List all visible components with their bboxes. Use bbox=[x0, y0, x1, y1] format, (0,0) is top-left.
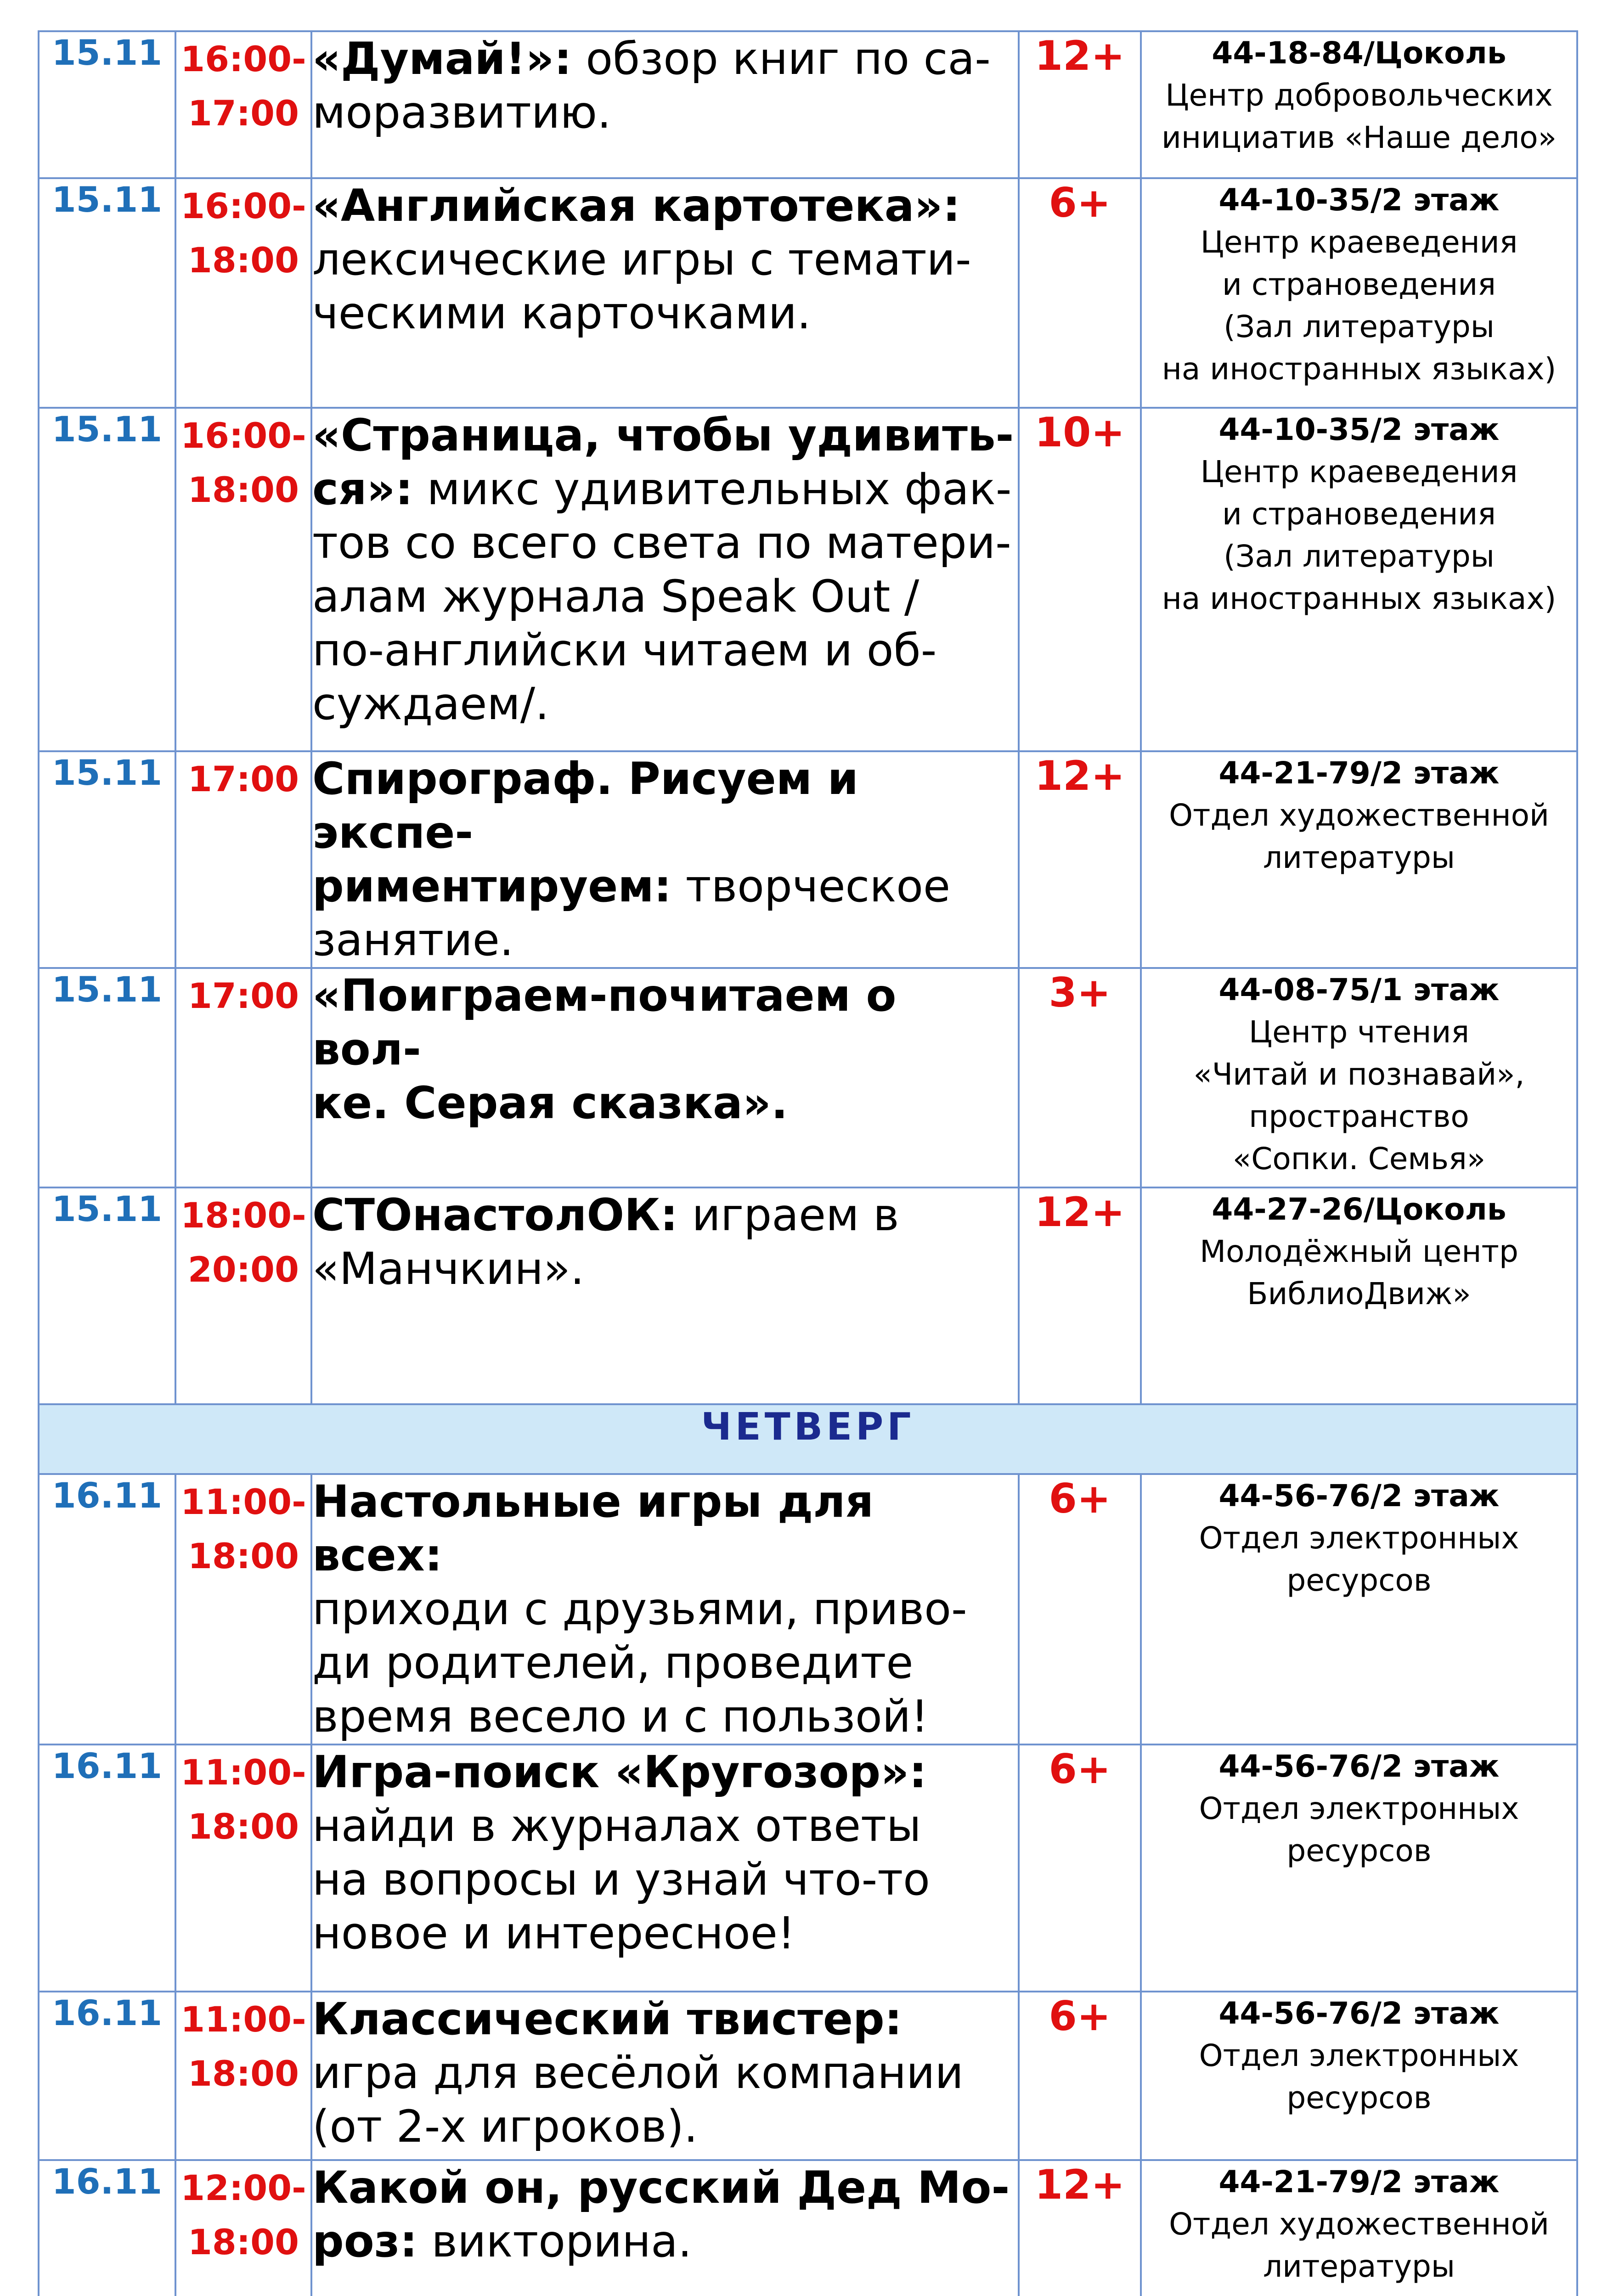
event-description bbox=[311, 751, 1019, 968]
event-time bbox=[175, 968, 311, 1187]
time-line: 11:00- bbox=[181, 1481, 306, 1522]
event-time bbox=[175, 408, 311, 751]
event-row bbox=[39, 2160, 1577, 2296]
event-date: 15.11 bbox=[39, 31, 175, 178]
age-rating: 12+ bbox=[1019, 31, 1141, 178]
location-line: Молодёжный центр bbox=[1200, 1234, 1518, 1269]
event-row bbox=[39, 1474, 1577, 1745]
event-location bbox=[1141, 31, 1577, 178]
description-line bbox=[312, 1475, 1018, 1582]
location-phone: 44-21-79/2 этаж bbox=[1218, 2164, 1500, 2200]
event-description bbox=[311, 2160, 1019, 2296]
event-date: 16.11 bbox=[39, 1474, 175, 1745]
location-line: ресурсов bbox=[1286, 1563, 1432, 1598]
location-line: (Зал литературы bbox=[1224, 539, 1495, 574]
description-line bbox=[312, 516, 1018, 570]
location-line: ресурсов bbox=[1286, 1833, 1432, 1868]
event-location bbox=[1141, 1745, 1577, 1992]
location-line: Отдел электронных bbox=[1199, 2038, 1519, 2073]
description-text: на вопросы и узнай что-то bbox=[312, 1854, 930, 1905]
time-line: 18:00 bbox=[188, 2222, 299, 2262]
location-line: инициатив «Наше дело» bbox=[1161, 120, 1557, 155]
time-line: 16:00- bbox=[181, 39, 306, 79]
description-text: микс удивительных фак- bbox=[412, 463, 1012, 515]
description-line bbox=[312, 1745, 1018, 1799]
description-text: время весело и с пользой! bbox=[312, 1691, 929, 1742]
event-description bbox=[311, 31, 1019, 178]
time-line: 17:00 bbox=[188, 93, 299, 134]
event-location bbox=[1141, 1992, 1577, 2160]
description-line bbox=[312, 462, 1018, 516]
event-time bbox=[175, 1187, 311, 1404]
description-text: (от 2-х игроков). bbox=[312, 2101, 698, 2152]
location-line: и страноведения bbox=[1222, 496, 1496, 532]
description-text: лексические игры с темати- bbox=[312, 234, 971, 285]
age-rating: 10+ bbox=[1019, 408, 1141, 751]
location-phone: 44-56-76/2 этаж bbox=[1218, 1478, 1500, 1514]
time-line: 18:00 bbox=[188, 2053, 299, 2094]
description-line bbox=[312, 409, 1018, 462]
description-line bbox=[312, 233, 1018, 287]
event-description bbox=[311, 1474, 1019, 1745]
description-line bbox=[312, 2100, 1018, 2154]
event-row bbox=[39, 178, 1577, 408]
location-line: на иностранных языках) bbox=[1162, 351, 1557, 387]
age-rating: 6+ bbox=[1019, 1992, 1141, 2160]
time-line: 16:00- bbox=[181, 415, 306, 456]
event-row bbox=[39, 751, 1577, 968]
description-line bbox=[312, 860, 1018, 913]
event-row bbox=[39, 31, 1577, 178]
age-rating: 3+ bbox=[1019, 968, 1141, 1187]
description-text: викторина. bbox=[417, 2216, 692, 2267]
schedule-table bbox=[38, 30, 1578, 2296]
description-text: приходи с друзьями, приво- bbox=[312, 1583, 967, 1635]
location-phone: 44-10-35/2 этаж bbox=[1218, 182, 1500, 218]
location-phone: 44-08-75/1 этаж bbox=[1218, 972, 1500, 1007]
location-line: БиблиоДвиж» bbox=[1247, 1276, 1471, 1311]
description-line bbox=[312, 1636, 1018, 1690]
event-row bbox=[39, 408, 1577, 751]
description-line bbox=[312, 969, 1018, 1076]
time-line: 18:00 bbox=[188, 469, 299, 510]
description-bold: СТОнастолОК: bbox=[312, 1189, 678, 1241]
description-text: суждаем/. bbox=[312, 678, 549, 730]
description-line bbox=[312, 677, 1018, 731]
time-line: 17:00 bbox=[188, 975, 299, 1016]
location-line: Центр краеведения bbox=[1200, 454, 1518, 490]
description-line bbox=[312, 1582, 1018, 1636]
description-line bbox=[312, 2215, 1018, 2268]
location-line: «Читай и познавай», bbox=[1193, 1057, 1525, 1092]
description-bold: Какой он, русский Дед Мо- bbox=[312, 2162, 1010, 2213]
description-bold: ке. Серая сказка». bbox=[312, 1077, 788, 1129]
location-phone: 44-27-26/Цоколь bbox=[1212, 1192, 1506, 1227]
event-date: 15.11 bbox=[39, 751, 175, 968]
time-line: 18:00- bbox=[181, 1195, 306, 1236]
location-line: Отдел художественной bbox=[1169, 798, 1549, 833]
location-phone: 44-10-35/2 этаж bbox=[1218, 412, 1500, 447]
event-description bbox=[311, 1745, 1019, 1992]
location-line: Центр краеведения bbox=[1200, 225, 1518, 260]
description-line bbox=[312, 179, 1018, 233]
time-line: 11:00- bbox=[181, 1752, 306, 1793]
description-text: игра для весёлой компании bbox=[312, 2047, 964, 2099]
day-header-row bbox=[39, 1404, 1577, 1474]
event-location bbox=[1141, 1187, 1577, 1404]
time-line: 18:00 bbox=[188, 1806, 299, 1847]
description-line bbox=[312, 1690, 1018, 1744]
location-line: пространство bbox=[1249, 1099, 1469, 1134]
description-bold: ся»: bbox=[312, 463, 413, 515]
event-time bbox=[175, 751, 311, 968]
event-description bbox=[311, 1187, 1019, 1404]
event-row bbox=[39, 968, 1577, 1187]
location-phone: 44-18-84/Цоколь bbox=[1212, 35, 1506, 71]
time-line: 12:00- bbox=[181, 2167, 306, 2208]
event-time bbox=[175, 31, 311, 178]
description-text: алам журнала Speak Out / bbox=[312, 571, 920, 622]
event-time bbox=[175, 1745, 311, 1992]
event-date: 16.11 bbox=[39, 2160, 175, 2296]
description-line bbox=[312, 287, 1018, 340]
description-text: по-английски читаем и об- bbox=[312, 625, 937, 676]
description-text: играем в bbox=[677, 1189, 899, 1241]
description-line bbox=[312, 1188, 1018, 1242]
event-time bbox=[175, 2160, 311, 2296]
event-location bbox=[1141, 968, 1577, 1187]
description-line bbox=[312, 1076, 1018, 1130]
time-line: 18:00 bbox=[188, 1536, 299, 1576]
time-line: 20:00 bbox=[188, 1249, 299, 1290]
age-rating: 12+ bbox=[1019, 751, 1141, 968]
description-text: творческое bbox=[671, 861, 951, 912]
event-date: 15.11 bbox=[39, 178, 175, 408]
event-row bbox=[39, 1745, 1577, 1992]
event-location bbox=[1141, 408, 1577, 751]
event-date: 15.11 bbox=[39, 408, 175, 751]
location-line: Отдел художественной bbox=[1169, 2206, 1549, 2242]
description-line bbox=[312, 2161, 1018, 2215]
location-phone: 44-21-79/2 этаж bbox=[1218, 755, 1500, 791]
time-line: 17:00 bbox=[188, 759, 299, 799]
location-line: Центр чтения bbox=[1248, 1014, 1470, 1050]
location-line: Отдел электронных bbox=[1199, 1791, 1519, 1826]
description-text: тов со всего света по матери- bbox=[312, 517, 1011, 568]
age-rating: 6+ bbox=[1019, 178, 1141, 408]
description-text: ческими карточками. bbox=[312, 287, 811, 339]
description-bold: «Английская картотека»: bbox=[312, 180, 960, 231]
event-date: 15.11 bbox=[39, 968, 175, 1187]
description-line bbox=[312, 1992, 1018, 2046]
description-text: «Манчкин». bbox=[312, 1243, 585, 1294]
location-line: Центр добровольческих bbox=[1165, 78, 1553, 113]
location-line: ресурсов bbox=[1286, 2080, 1432, 2116]
location-line: Отдел электронных bbox=[1199, 1520, 1519, 1556]
event-date: 16.11 bbox=[39, 1992, 175, 2160]
location-line: «Сопки. Семья» bbox=[1232, 1141, 1486, 1176]
event-description bbox=[311, 968, 1019, 1187]
description-bold: Спирограф. Рисуем и экспе- bbox=[312, 753, 858, 858]
description-line bbox=[312, 86, 1018, 140]
event-description bbox=[311, 408, 1019, 751]
description-text: найди в журналах ответы bbox=[312, 1800, 921, 1851]
description-text: моразвитию. bbox=[312, 87, 611, 138]
description-line bbox=[312, 2046, 1018, 2100]
description-text: новое и интересное! bbox=[312, 1908, 795, 1959]
location-line: (Зал литературы bbox=[1224, 309, 1495, 344]
age-rating: 12+ bbox=[1019, 2160, 1141, 2296]
location-phone: 44-56-76/2 этаж bbox=[1218, 1749, 1500, 1784]
time-line: 16:00- bbox=[181, 186, 306, 226]
event-location bbox=[1141, 751, 1577, 968]
event-description bbox=[311, 178, 1019, 408]
location-phone: 44-56-76/2 этаж bbox=[1218, 1996, 1500, 2031]
age-rating: 6+ bbox=[1019, 1745, 1141, 1992]
event-row bbox=[39, 1992, 1577, 2160]
event-location bbox=[1141, 178, 1577, 408]
description-line bbox=[312, 1242, 1018, 1296]
description-line bbox=[312, 32, 1018, 86]
description-bold: «Поиграем-почитаем о вол- bbox=[312, 970, 897, 1075]
description-text: ди родителей, проведите bbox=[312, 1637, 914, 1688]
event-location bbox=[1141, 2160, 1577, 2296]
age-rating: 12+ bbox=[1019, 1187, 1141, 1404]
age-rating: 6+ bbox=[1019, 1474, 1141, 1745]
event-location bbox=[1141, 1474, 1577, 1745]
description-bold: «Страница, чтобы удивить- bbox=[312, 410, 1014, 461]
description-line bbox=[312, 1853, 1018, 1907]
description-bold: Классический твистер: bbox=[312, 1993, 903, 2045]
description-bold: роз: bbox=[312, 2216, 417, 2267]
location-line: на иностранных языках) bbox=[1162, 581, 1557, 616]
time-line: 11:00- bbox=[181, 1999, 306, 2040]
description-line bbox=[312, 913, 1018, 967]
day-header: ЧЕТВЕРГ bbox=[39, 1404, 1577, 1474]
description-line bbox=[312, 1907, 1018, 1960]
description-bold: «Думай!»: bbox=[312, 33, 572, 84]
event-date: 16.11 bbox=[39, 1745, 175, 1992]
description-bold: Игра-поиск «Кругозор»: bbox=[312, 1746, 927, 1798]
event-date: 15.11 bbox=[39, 1187, 175, 1404]
description-line bbox=[312, 570, 1018, 624]
time-line: 18:00 bbox=[188, 240, 299, 281]
location-line: литературы bbox=[1263, 840, 1455, 875]
event-time bbox=[175, 1474, 311, 1745]
event-time bbox=[175, 1992, 311, 2160]
description-bold: Настольные игры для всех: bbox=[312, 1476, 874, 1581]
description-line bbox=[312, 1799, 1018, 1853]
event-description bbox=[311, 1992, 1019, 2160]
description-text: обзор книг по са- bbox=[571, 33, 991, 84]
description-line bbox=[312, 752, 1018, 860]
schedule-body bbox=[39, 31, 1577, 2296]
event-time bbox=[175, 178, 311, 408]
description-line bbox=[312, 624, 1018, 677]
description-text: занятие. bbox=[312, 914, 514, 966]
description-bold: риментируем: bbox=[312, 861, 672, 912]
location-line: и страноведения bbox=[1222, 267, 1496, 302]
event-row bbox=[39, 1187, 1577, 1404]
location-line: литературы bbox=[1263, 2249, 1455, 2284]
